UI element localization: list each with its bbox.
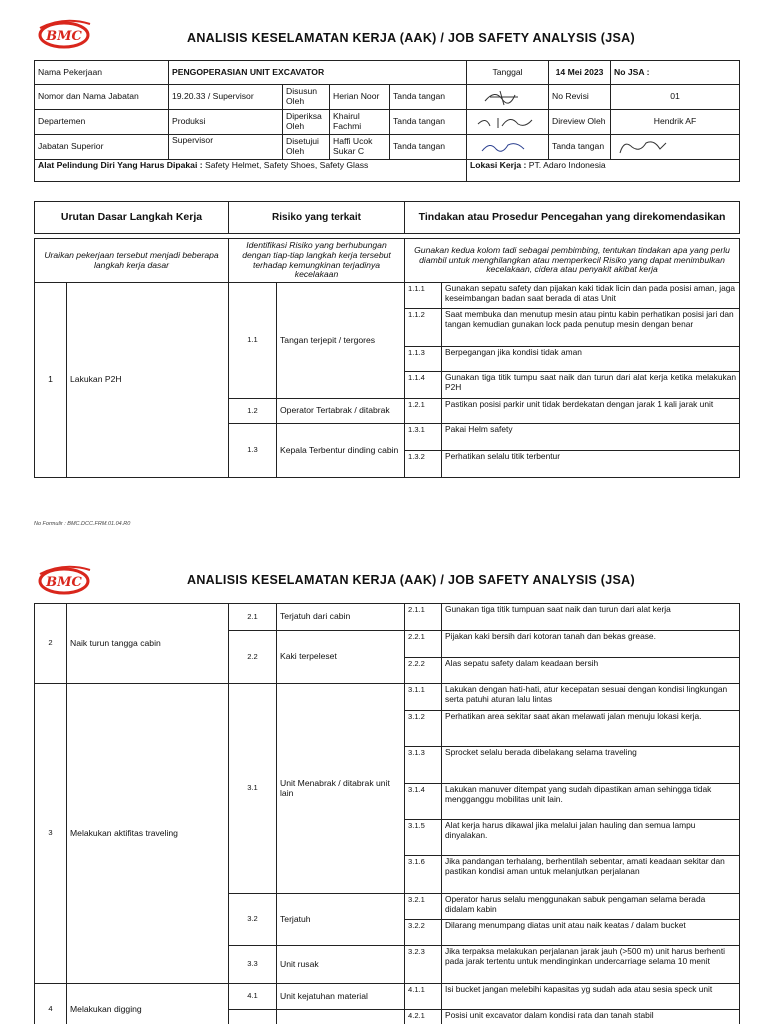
action-number: 2.2.1 bbox=[405, 631, 442, 658]
action-text: Berpegangan jika kondisi tidak aman bbox=[442, 347, 740, 372]
signature-herian-image bbox=[470, 87, 540, 107]
action-number: 1.3.1 bbox=[405, 424, 442, 451]
signature-hendrik-image bbox=[614, 137, 684, 157]
label-tanda-tangan-3: Tanda tangan bbox=[390, 135, 467, 160]
action-number: 3.1.3 bbox=[405, 747, 442, 784]
action-text: Operator harus selalu menggunakan sabuk pengaman selama berada didalam kabin bbox=[442, 894, 740, 920]
value-nomor-nama-jabatan: 19.20.33 / Supervisor bbox=[169, 85, 283, 110]
action-text: Sprocket selalu berada dibelakang selama traveling bbox=[442, 747, 740, 784]
action-number: 3.1.2 bbox=[405, 711, 442, 747]
value-disusun-oleh: Herian Noor bbox=[330, 85, 390, 110]
step-name: Lakukan P2H bbox=[67, 283, 229, 478]
value-lokasi: PT. Adaro Indonesia bbox=[528, 160, 606, 170]
step-number: 4 bbox=[35, 984, 67, 1024]
column-header-tindakan: Tindakan atau Prosedur Pencegahan yang direkomendasikan bbox=[405, 202, 740, 234]
label-jabatan-superior: Jabatan Superior bbox=[35, 135, 169, 160]
signature-4 bbox=[611, 135, 740, 160]
action-text: Jika terpaksa melakukan perjalanan jarak jauh (>500 m) unit harus berhenti pada jarak tertentu untuk mendinginkan undercarriage selama 10 menit bbox=[442, 946, 740, 984]
action-text: Gunakan sepatu safety dan pijakan kaki tidak licin dan pada posisi aman, jaga keseimbangan badan saat berada di atas Unit bbox=[442, 283, 740, 309]
value-direview-oleh: Hendrik AF bbox=[611, 110, 740, 135]
value-departemen: Produksi bbox=[169, 110, 283, 135]
action-number: 3.2.1 bbox=[405, 894, 442, 920]
risk-number: 1.2 bbox=[229, 399, 277, 424]
step-number: 3 bbox=[35, 684, 67, 984]
document-title: ANALISIS KESELAMATAN KERJA (AAK) / JOB SAFETY ANALYSIS (JSA) bbox=[187, 573, 635, 587]
signature-khairul-image bbox=[470, 112, 540, 132]
risk-number: 3.2 bbox=[229, 894, 277, 946]
jsa-table-page1 bbox=[34, 201, 740, 478]
risk-number: 2.1 bbox=[229, 604, 277, 631]
value-no-revisi: 01 bbox=[611, 85, 740, 110]
risk-text: Terjatuh bbox=[277, 894, 405, 946]
risk-text: Kaki terpeleset bbox=[277, 631, 405, 684]
step-name: Melakukan aktifitas traveling bbox=[67, 684, 229, 984]
risk-number: 1.1 bbox=[229, 283, 277, 399]
label-departemen: Departemen bbox=[35, 110, 169, 135]
action-text: Posisi unit excavator dalam kondisi rata dan tanah stabil bbox=[442, 1010, 740, 1024]
action-text: Saat membuka dan menutup mesin atau pintu kabin perhatikan posisi jari dan tangan kemudian gunakan lock pada penutup mesin dengan benar bbox=[442, 309, 740, 347]
action-number: 1.1.2 bbox=[405, 309, 442, 347]
value-tanggal: 14 Mei 2023 bbox=[549, 61, 611, 85]
action-number: 3.1.6 bbox=[405, 856, 442, 894]
action-number: 3.1.5 bbox=[405, 820, 442, 856]
risk-text: Terjatuh dari cabin bbox=[277, 604, 405, 631]
action-text: Pijakan kaki bersih dari kotoran tanah dan bekas grease. bbox=[442, 631, 740, 658]
risk-number: 2.2 bbox=[229, 631, 277, 684]
action-number: 3.2.3 bbox=[405, 946, 442, 984]
risk-text bbox=[277, 1010, 405, 1024]
value-nama-pekerjaan: PENGOPERASIAN UNIT EXCAVATOR bbox=[169, 61, 467, 85]
label-direview-oleh: Direview Oleh bbox=[549, 110, 611, 135]
action-number: 1.1.3 bbox=[405, 347, 442, 372]
action-text: Pakai Helm safety bbox=[442, 424, 740, 451]
label-no-jsa: No JSA : bbox=[611, 61, 740, 85]
step-name: Naik turun tangga cabin bbox=[67, 604, 229, 684]
column-header-risiko: Risiko yang terkait bbox=[229, 202, 405, 234]
action-number: 3.2.2 bbox=[405, 920, 442, 946]
column-header-langkah: Urutan Dasar Langkah Kerja bbox=[35, 202, 229, 234]
action-number: 4.2.1 bbox=[405, 1010, 442, 1024]
jsa-table-page2 bbox=[34, 603, 740, 1024]
value-apd: Safety Helmet, Safety Shoes, Safety Glass bbox=[204, 160, 369, 170]
value-jabatan-superior: Supervisor bbox=[169, 135, 283, 160]
risk-text: Unit kejatuhan material bbox=[277, 984, 405, 1010]
label-lokasi: Lokasi Kerja : bbox=[470, 160, 527, 170]
label-tanda-tangan-4: Tanda tangan bbox=[549, 135, 611, 160]
signature-1 bbox=[467, 85, 549, 110]
header-table bbox=[34, 60, 740, 182]
action-text: Isi bucket jangan melebihi kapasitas yg sudah ada atau sesia speck unit bbox=[442, 984, 740, 1010]
signature-haffi-image bbox=[470, 137, 540, 157]
apd-cell bbox=[35, 160, 467, 182]
column-desc-tindakan: Gunakan kedua kolom tadi sebagai pembimbing, tentukan tindakan apa yang perlu diambil untuk menghilangkan atau memperkecil Risiko yang dapat menimbulkan kecelakaan, cidera atau penyakit akibat kerja bbox=[405, 239, 740, 283]
risk-text: Unit rusak bbox=[277, 946, 405, 984]
risk-number: 3.3 bbox=[229, 946, 277, 984]
action-number: 3.1.4 bbox=[405, 784, 442, 820]
action-text: Gunakan tiga titik tumpuan saat naik dan turun dari alat kerja bbox=[442, 604, 740, 631]
label-apd: Alat Pelindung Diri Yang Harus Dipakai : bbox=[38, 160, 203, 170]
risk-number: 3.1 bbox=[229, 684, 277, 894]
value-diperiksa-oleh: Khairul Fachmi bbox=[330, 110, 390, 135]
action-number: 3.1.1 bbox=[405, 684, 442, 711]
action-number: 2.2.2 bbox=[405, 658, 442, 684]
document-title: ANALISIS KESELAMATAN KERJA (AAK) / JOB SAFETY ANALYSIS (JSA) bbox=[187, 31, 635, 45]
risk-text: Kepala Terbentur dinding cabin bbox=[277, 424, 405, 478]
label-tanda-tangan-1: Tanda tangan bbox=[390, 85, 467, 110]
risk-number: 1.3 bbox=[229, 424, 277, 478]
label-disusun-oleh: Disusun Oleh bbox=[283, 85, 330, 110]
label-tanda-tangan-2: Tanda tangan bbox=[390, 110, 467, 135]
step-number: 1 bbox=[35, 283, 67, 478]
action-number: 4.1.1 bbox=[405, 984, 442, 1010]
value-disetujui-oleh: Haffi Ucok Sukar C bbox=[330, 135, 390, 160]
risk-text: Tangan terjepit / tergores bbox=[277, 283, 405, 399]
action-text: Alas sepatu safety dalam keadaan bersih bbox=[442, 658, 740, 684]
action-number: 1.3.2 bbox=[405, 451, 442, 478]
label-nama-pekerjaan: Nama Pekerjaan bbox=[35, 61, 169, 85]
action-number: 1.1.4 bbox=[405, 372, 442, 399]
action-number: 1.2.1 bbox=[405, 399, 442, 424]
signature-2 bbox=[467, 110, 549, 135]
label-no-revisi: No Revisi bbox=[549, 85, 611, 110]
company-logo bbox=[34, 14, 96, 52]
action-text: Pastikan posisi parkir unit tidak berdekatan dengan jarak 1 kali jarak unit bbox=[442, 399, 740, 424]
column-desc-risiko: Identifikasi Risiko yang berhubungan dengan tiap-tiap langkah kerja tersebut terhadap kemungkinan terjadinya kecelakaan bbox=[229, 239, 405, 283]
action-text: Lakukan dengan hati-hati, atur kecepatan sesuai dengan kondisi lingkungan serta patuhi aturan lalu lintas bbox=[442, 684, 740, 711]
step-number: 2 bbox=[35, 604, 67, 684]
step-name: Melakukan digging bbox=[67, 984, 229, 1024]
form-number: No Formulir : BMC.DCC.FRM.01.04.R0 bbox=[34, 521, 131, 527]
company-logo bbox=[34, 560, 96, 598]
logo-text: BMC bbox=[46, 29, 82, 44]
action-text: Jika pandangan terhalang, berhentilah sebentar, amati keadaan sekitar dan pastikan kondisi aman untuk melanjutkan perjalanan bbox=[442, 856, 740, 894]
action-text: Perhatikan area sekitar saat akan melawati jalan menuju lokasi kerja. bbox=[442, 711, 740, 747]
label-nomor-nama-jabatan: Nomor dan Nama Jabatan bbox=[35, 85, 169, 110]
label-tanggal: Tanggal bbox=[467, 61, 549, 85]
action-text: Dilarang menumpang diatas unit atau naik keatas / dalam bucket bbox=[442, 920, 740, 946]
signature-3 bbox=[467, 135, 549, 160]
document-page-2 bbox=[0, 556, 768, 1024]
logo-text: BMC bbox=[46, 575, 82, 590]
lokasi-cell bbox=[467, 160, 740, 182]
risk-number: 4.1 bbox=[229, 984, 277, 1010]
action-number: 1.1.1 bbox=[405, 283, 442, 309]
label-disetujui-oleh: Disetujui Oleh bbox=[283, 135, 330, 160]
action-text: Lakukan manuver ditempat yang sudah dipastikan aman sehingga tidak mengganggu mobilitas unit lain. bbox=[442, 784, 740, 820]
action-number: 2.1.1 bbox=[405, 604, 442, 631]
column-desc-langkah: Uraikan pekerjaan tersebut menjadi beberapa langkah kerja dasar bbox=[35, 239, 229, 283]
action-text: Perhatikan selalu titik terbentur bbox=[442, 451, 740, 478]
action-text: Gunakan tiga titik tumpu saat naik dan turun dari alat kerja ketika melakukan P2H bbox=[442, 372, 740, 399]
action-text: Alat kerja harus dikawal jika melalui jalan hauling dan semua lampu dinyalakan. bbox=[442, 820, 740, 856]
label-diperiksa-oleh: Diperiksa Oleh bbox=[283, 110, 330, 135]
risk-text: Operator Tertabrak / ditabrak bbox=[277, 399, 405, 424]
risk-number bbox=[229, 1010, 277, 1024]
risk-text: Unit Menabrak / ditabrak unit lain bbox=[277, 684, 405, 894]
